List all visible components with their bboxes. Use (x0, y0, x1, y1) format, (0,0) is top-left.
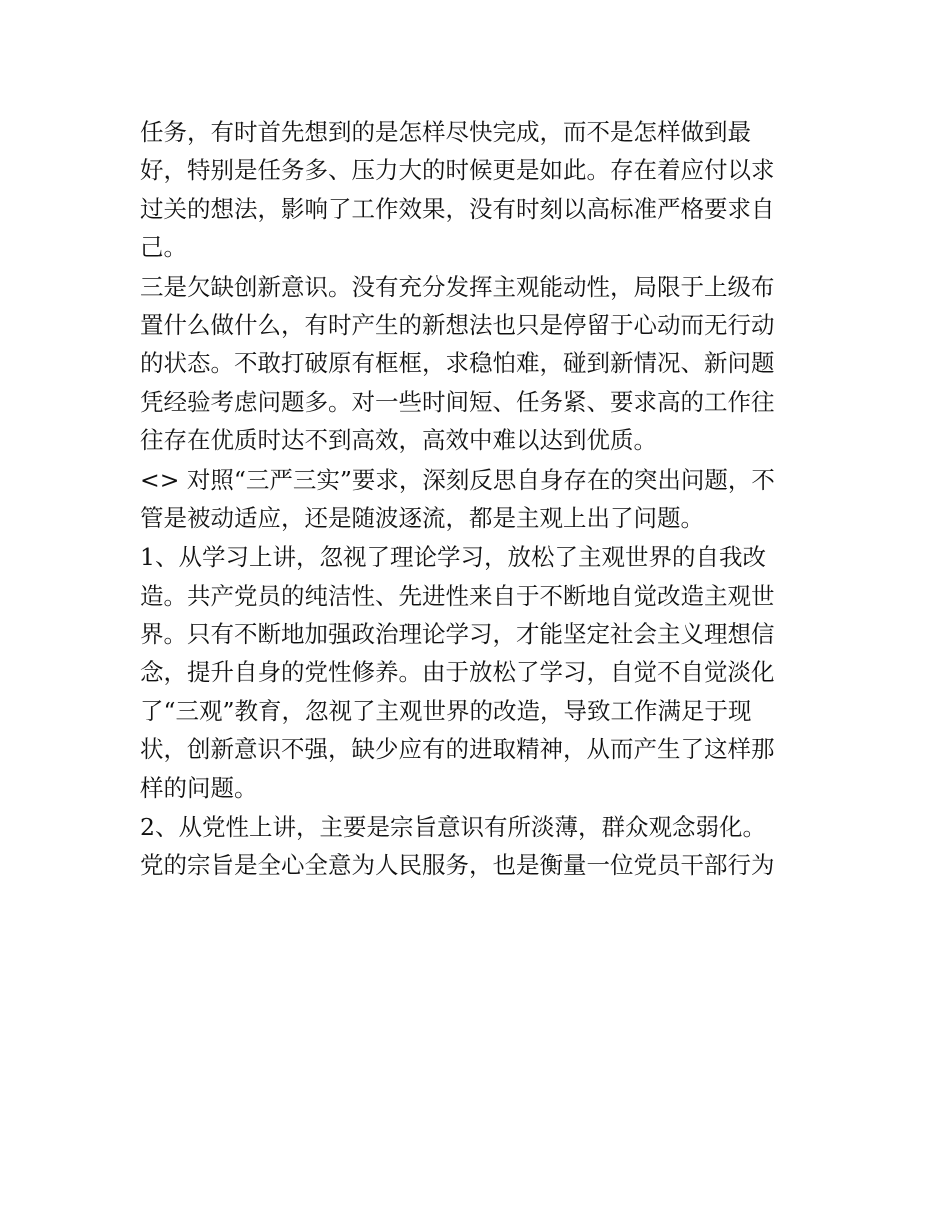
text-line: 样的问题。 (140, 773, 258, 802)
text-line: 管是被动适应，还是随波逐流，都是主观上出了问题。 (140, 503, 704, 532)
text-line: 2、从党性上讲，主要是宗旨意识有所淡薄，群众观念弱化。 (140, 813, 766, 842)
text-line: 过关的想法，影响了工作效果，没有时刻以高标准严格要求自 (140, 194, 775, 223)
text-line: 念，提升自身的党性修养。由于放松了学习，自觉不自觉淡化 (140, 658, 775, 687)
text-line: 置什么做什么，有时产生的新想法也只是停留于心动而无行动 (140, 310, 775, 339)
text-line: 任务，有时首先想到的是怎样尽快完成，而不是怎样做到最 (140, 118, 751, 146)
text-line: 的状态。不敢打破原有框框，求稳怕难，碰到新情况、新问题 (140, 349, 775, 378)
text-line: 往存在优质时达不到高效，高效中难以达到优质。 (140, 426, 657, 455)
text-line: 己。 (140, 233, 187, 262)
text-line: 三是欠缺创新意识。没有充分发挥主观能动性，局限于上级布 (140, 272, 775, 301)
text-line: 1、从学习上讲，忽视了理论学习，放松了主观世界的自我改 (140, 543, 766, 572)
text-line: <> 对照“三严三实”要求，深刻反思自身存在的突出问题，不 (140, 465, 775, 494)
document-body (140, 113, 815, 885)
text-line: 界。只有不断地加强政治理论学习，才能坚定社会主义理想信 (140, 620, 775, 649)
text-line: 党的宗旨是全心全意为人民服务，也是衡量一位党员干部行为 (140, 851, 775, 880)
text-line: 状，创新意识不强，缺少应有的进取精神，从而产生了这样那 (140, 735, 775, 764)
text-line: 好，特别是任务多、压力大的时候更是如此。存在着应付以求 (140, 156, 775, 185)
text-line: 造。共产党员的纯洁性、先进性来自于不断地自觉改造主观世 (140, 581, 775, 610)
text-line: 了“三观”教育，忽视了主观世界的改造，导致工作满足于现 (140, 696, 752, 725)
text-line: 凭经验考虑问题多。对一些时间短、任务紧、要求高的工作往 (140, 387, 775, 416)
